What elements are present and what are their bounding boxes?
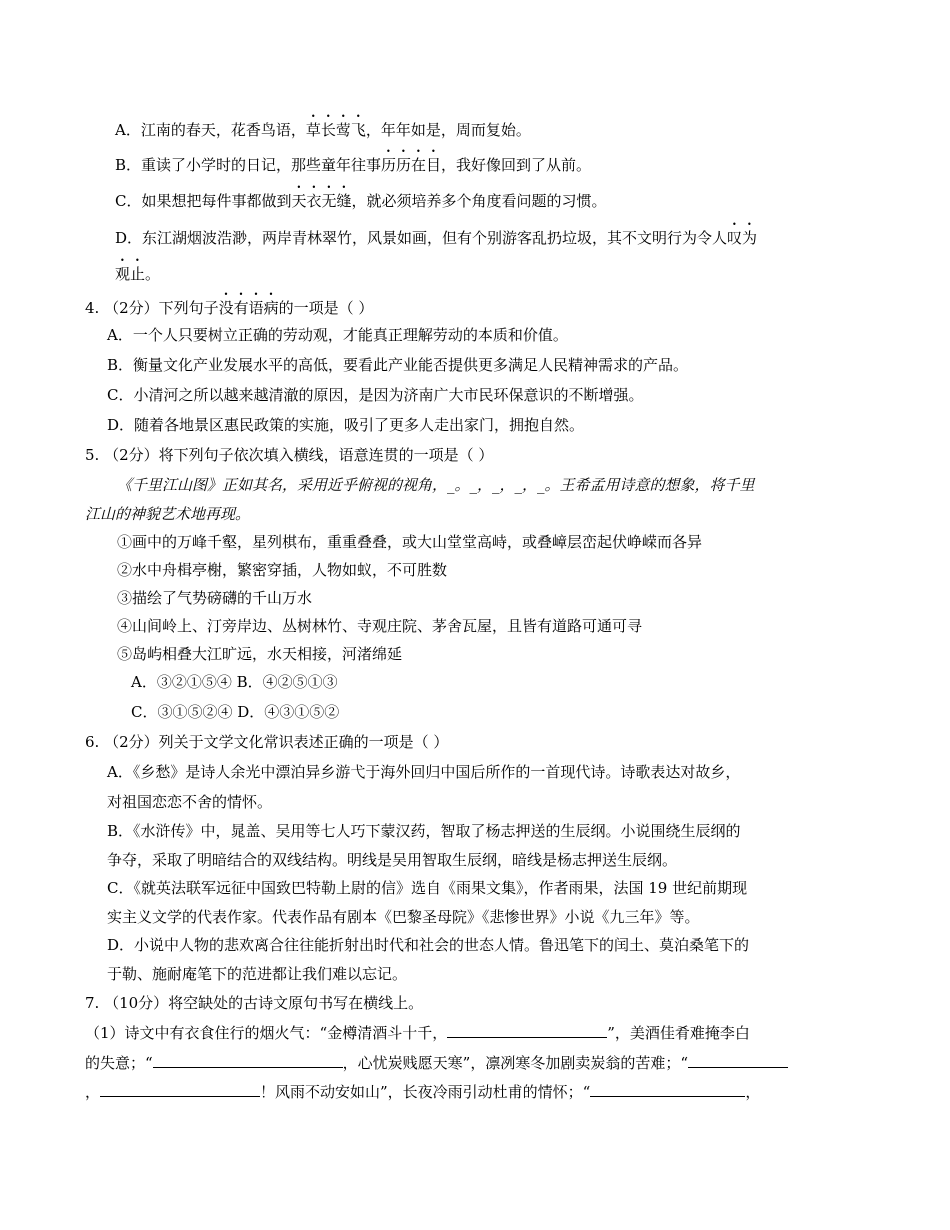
q4-option-a: A．一个人只要树立正确的劳动观，才能真正理解劳动的本质和价值。 <box>107 326 568 344</box>
q5-sentence-3: ③描绘了气势磅礴的千山万水 <box>117 589 313 607</box>
q4-option-c: C．小清河之所以越来越清澈的原因，是因为济南广大市民环保意识的不断增强。 <box>107 386 644 404</box>
q5-sentence-1: ①画中的万峰千壑，星列棋布，重重叠叠，或大山堂堂高峙，或叠嶂层峦起伏峥嵘而各异 <box>117 533 703 551</box>
q3-option-d-line2: 观止。 <box>115 265 161 283</box>
q7-blank-4[interactable] <box>100 1081 260 1097</box>
q6-option-c-line1: C．《就英法联军远征中国致巴特勒上尉的信》选自《雨果文集》，作者雨果，法国 19 世纪前期现 <box>107 879 748 897</box>
q4-option-d: D．随着各地景区惠民政策的实施，吸引了更多人走出家门，拥抱自然。 <box>107 416 585 434</box>
q5-options-cd: C．③①⑤②④ D．④③①⑤② <box>131 703 340 721</box>
q7-part1-line2: 的失意；“ ，心忧炭贱愿天寒”，凛冽寒冬加剧卖炭翁的苦难；“ <box>85 1052 788 1074</box>
q7-stem: 7. （10分）将空缺处的古诗文原句书写在横线上。 <box>85 994 424 1012</box>
q6-option-d-line2: 于勒、施耐庵笔下的范进都让我们难以忘记。 <box>107 965 408 983</box>
q5-passage-line2: 江山的神貌艺术地再现。 <box>85 505 251 523</box>
q4-stem: 4. （2分）下列句子没有语病的一项是（ ） <box>85 299 374 317</box>
q7-blank-2[interactable] <box>153 1052 343 1068</box>
q3-option-c: C．如果想把每件事都做到天衣无缝，就必须培养多个角度看问题的习惯。 <box>115 192 607 210</box>
q7-blank-5[interactable] <box>590 1081 745 1097</box>
q3-option-a: A．江南的春天，花香鸟语，草长莺飞，年年如是，周而复始。 <box>115 121 531 139</box>
q3-option-d-line1: D．东江湖烟波浩渺，两岸青林翠竹，风景如画，但有个别游客乱扔垃圾，其不文明行为令人叹为 <box>115 229 758 247</box>
q7-blank-1[interactable] <box>447 1022 607 1038</box>
q6-option-a-line2: 对祖国恋恋不舍的情怀。 <box>107 793 273 811</box>
q5-stem: 5. （2分）将下列句子依次填入横线，语意连贯的一项是（ ） <box>85 446 494 464</box>
q6-stem: 6. （2分）列关于文学文化常识表述正确的一项是（ ） <box>85 733 449 751</box>
q6-option-b-line2: 争夺，采取了明暗结合的双线结构。明线是吴用智取生辰纲，暗线是杨志押送生辰纲。 <box>107 851 678 869</box>
q5-options-ab: A．③②①⑤④ B．④②⑤①③ <box>131 673 338 691</box>
q6-option-d-line1: D．小说中人物的悲欢离合往往能折射出时代和社会的世态人情。鲁迅笔下的闰土、莫泊桑笔下的 <box>107 936 750 954</box>
q6-option-a-line1: A．《乡愁》是诗人余光中漂泊异乡游弋于海外回归中国后所作的一首现代诗。诗歌表达对故乡， <box>107 763 741 781</box>
q3-option-b: B．重读了小学时的日记，那些童年往事历历在目，我好像回到了从前。 <box>115 156 592 174</box>
q7-part1-line1: （1）诗文中有衣食住行的烟火气：“金樽清酒斗十千， ”，美酒佳肴难掩李白 <box>85 1024 750 1042</box>
q7-part1-line3: ， ！风雨不动安如山”，长夜冷雨引动杜甫的情怀；“ ， <box>85 1083 761 1101</box>
q4-option-b: B．衡量文化产业发展水平的高低，要看此产业能否提供更多满足人民精神需求的产品。 <box>107 356 689 374</box>
q5-passage-line1: 《千里江山图》正如其名，采用近乎俯视的视角，_。_，_，_，_。王希孟用诗意的想象，将千里 <box>117 476 755 494</box>
q6-option-b-line1: B．《水浒传》中，晁盖、吴用等七人巧下蒙汉药，智取了杨志押送的生辰纲。小说围绕生辰纲的 <box>107 822 741 840</box>
q7-blank-3[interactable] <box>688 1052 788 1068</box>
q6-option-c-line2: 实主义文学的代表作家。代表作品有剧本《巴黎圣母院》《悲惨世界》小说《九三年》等。 <box>107 908 700 926</box>
q5-sentence-2: ②水中舟楫亭榭，繁密穿插，人物如蚁，不可胜数 <box>117 561 448 579</box>
q5-sentence-4: ④山间岭上、汀旁岸边、丛树林竹、寺观庄院、茅舍瓦屋，且皆有道路可通可寻 <box>117 617 643 635</box>
q5-sentence-5: ⑤岛屿相叠大江旷远，水天相接，河渚绵延 <box>117 645 403 663</box>
